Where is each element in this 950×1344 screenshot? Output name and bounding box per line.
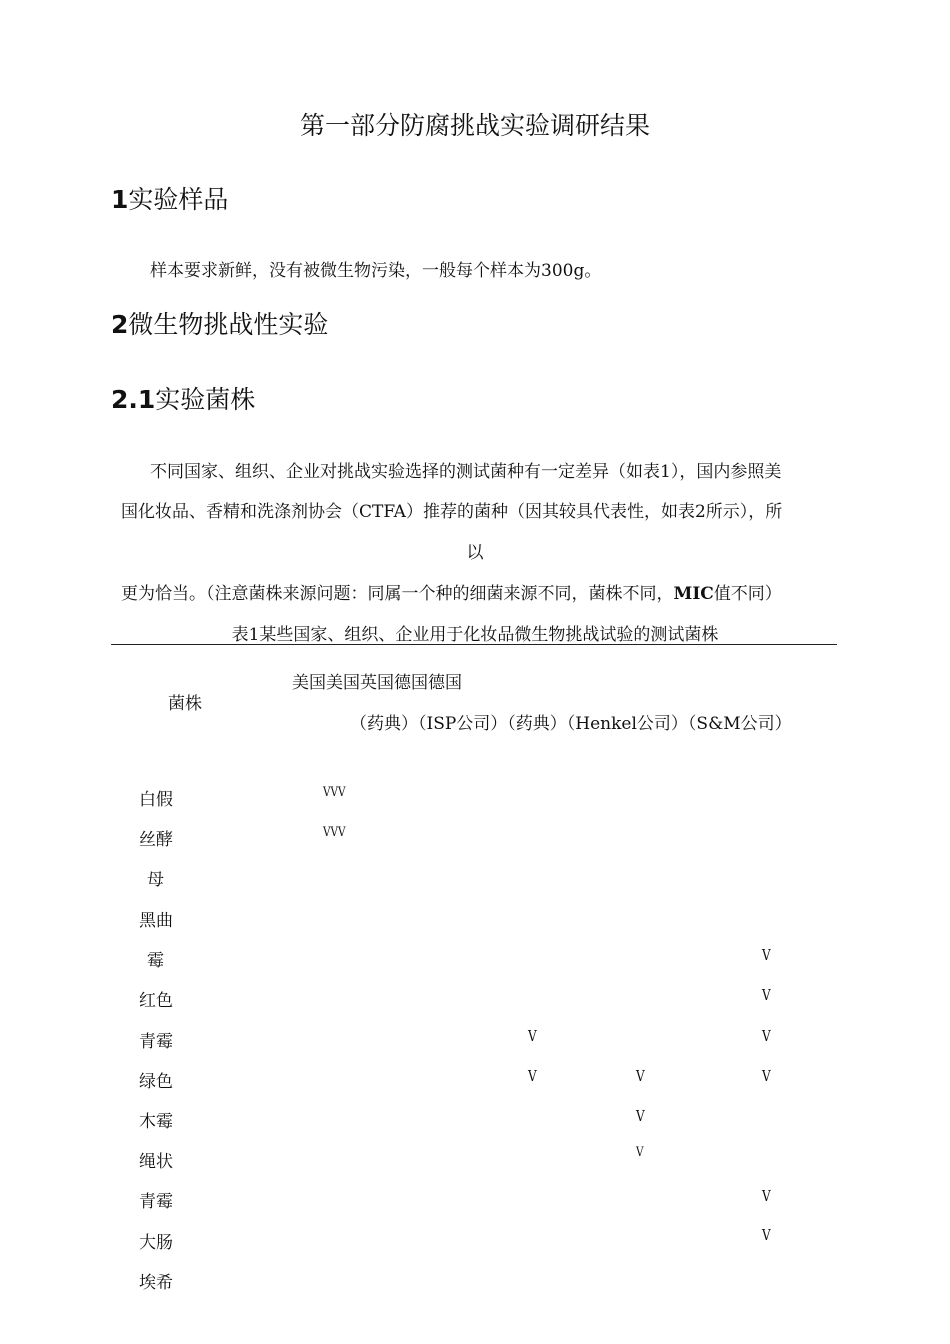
table-row-label: 绿色	[139, 1072, 173, 1092]
section-heading-2	[111, 305, 328, 341]
section-heading-2-1	[111, 380, 255, 416]
check-mark: V	[528, 1067, 537, 1085]
table-row-label: 黑曲	[139, 911, 173, 931]
check-mark: V	[762, 1187, 771, 1205]
check-mark: V	[528, 1027, 537, 1045]
paragraph-line	[121, 579, 782, 604]
table-header-countries: 美国美国英国德国德国	[292, 673, 462, 693]
check-mark: VVV	[323, 825, 346, 840]
check-mark: VVV	[323, 785, 346, 800]
section-label: 微生物挑战性实验	[128, 310, 329, 339]
table-row-label: 埃希	[139, 1273, 173, 1293]
paragraph-text: 值不同）	[713, 584, 782, 604]
section-heading-1	[111, 180, 228, 216]
table-row-label: 丝酵	[139, 830, 173, 850]
section-number: 2.1	[111, 385, 156, 414]
table-row-label: 绳状	[139, 1152, 173, 1172]
section-number: 1	[111, 185, 129, 214]
table-row-label: 大肠	[139, 1233, 173, 1253]
table-row-label: 白假	[139, 790, 173, 810]
table-caption: 表1某些国家、组织、企业用于化妆品微生物挑战试验的测试菌株	[231, 625, 719, 645]
table-row-label: 红色	[139, 991, 173, 1011]
check-mark: V	[762, 1027, 771, 1045]
check-mark: V	[762, 1226, 771, 1244]
check-mark: V	[636, 1145, 644, 1160]
table-row-label: 霉	[147, 951, 164, 971]
paragraph-line: 国化妆品、香精和洗涤剂协会（CTFA）推荐的菌种（因其较具代表性，如表2所示），所	[121, 502, 783, 522]
table-header-orgs: （药典）（ISP公司）（药典）（Henkel公司）（S&M公司）	[350, 714, 792, 734]
table-row-label: 青霉	[139, 1192, 173, 1212]
table-row-label: 母	[147, 870, 164, 890]
paragraph-line: 不同国家、组织、企业对挑战实验选择的测试菌种有一定差异（如表1），国内参照美	[150, 462, 782, 482]
check-mark: V	[636, 1067, 645, 1085]
table-row-label: 木霉	[139, 1112, 173, 1132]
table-top-rule	[111, 644, 837, 645]
paragraph-sample: 样本要求新鲜，没有被微生物污染，一般每个样本为300g。	[150, 261, 602, 281]
paragraph-line: 以	[466, 543, 484, 563]
table-header-strain: 菌株	[168, 694, 202, 714]
page-title: 第一部分防腐挑战实验调研结果	[299, 111, 650, 140]
section-label: 实验菌株	[155, 385, 256, 414]
check-mark: V	[762, 1067, 771, 1085]
section-label: 实验样品	[128, 185, 229, 214]
check-mark: V	[762, 986, 771, 1004]
section-number: 2	[111, 310, 129, 339]
mic-term: MIC	[673, 584, 714, 604]
table-row-label: 青霉	[139, 1032, 173, 1052]
check-mark: V	[762, 946, 771, 964]
paragraph-text: 更为恰当。（注意菌株来源问题：同属一个种的细菌来源不同，菌株不同，	[121, 584, 674, 604]
check-mark: V	[636, 1107, 645, 1125]
